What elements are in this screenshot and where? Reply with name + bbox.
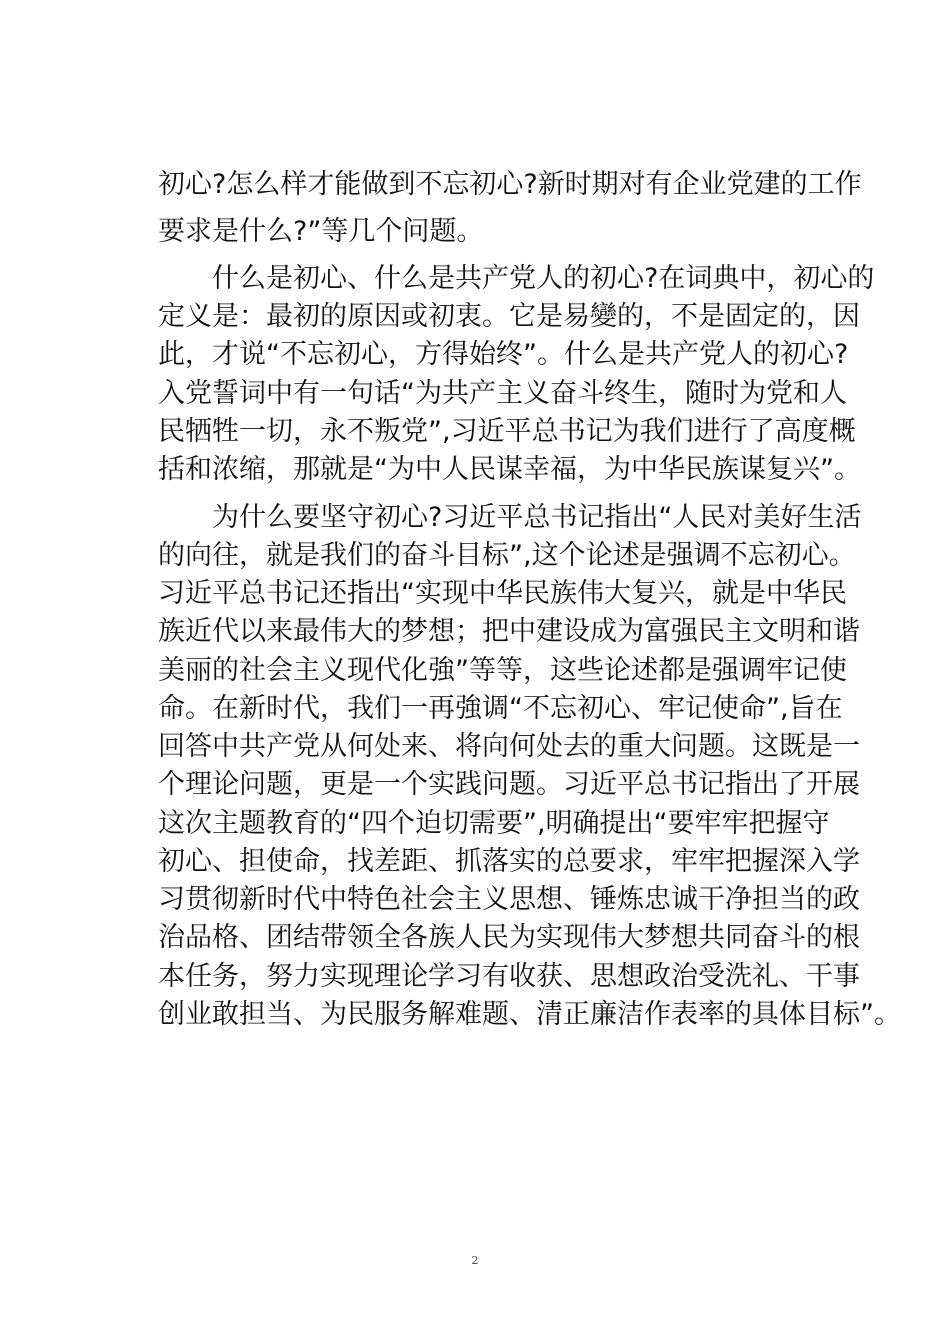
paragraph-3-line-7: 回答中共产党从何处来、将向何处去的重大问题。这既是一 — [158, 731, 860, 762]
paragraph-2-line-1: 什么是初心、什么是共产党人的初心?在词典中，初心的 — [212, 263, 875, 294]
paragraph-3-line-3: 习近平总书记还指出“实现中华民族伟大复兴，就是中华民 — [158, 578, 847, 609]
paragraph-3-line-14: 创业敢担当、为民服务解难题、清正廉洁作表率的具体目标”。 — [158, 999, 901, 1030]
paragraph-3-line-13: 本任务，努力实现理论学习有收获、思想政治受洗礼、干事 — [158, 961, 860, 992]
paragraph-3-line-4: 族近代以来最伟大的梦想；把中建设成为富强民主文明和谐 — [158, 616, 860, 647]
paragraph-2-line-6: 括和浓缩，那就是“为中人民谋幸福，为中华民族谋复兴”。 — [158, 454, 861, 485]
paragraph-3-line-8: 个理论问题，更是一个实践问题。习近平总书记指出了开展 — [158, 769, 860, 800]
paragraph-3-line-11: 习贯彻新时代中特色社会主义思想、锤炼忠诚干净担当的政 — [158, 884, 860, 915]
paragraph-2-line-3: 此，才说“不忘初心，方得始终”。什么是共产党人的初心? — [158, 339, 849, 370]
paragraph-3-line-12: 治品格、团结带领全各族人民为实现伟大梦想共同奋斗的根 — [158, 922, 860, 953]
paragraph-3-line-1: 为什么要坚守初心?习近平总书记指出“人民对美好生活 — [212, 502, 862, 533]
paragraph-2-line-2: 定义是：最初的原因或初衷。它是易變的，不是固定的，因 — [158, 301, 860, 332]
paragraph-1-line-1: 初心?怎么样才能做到不忘初心?新时期对有企业党建的工作 — [158, 169, 862, 200]
paragraph-3-line-5: 美丽的社会主义现代化強”等等，这些论述都是强调牢记使 — [158, 655, 847, 686]
page-number: 2 — [471, 1254, 479, 1267]
paragraph-1-line-2: 要求是什么?”等几个问题。 — [158, 216, 484, 247]
paragraph-3-line-9: 这次主题教育的“四个迫切需要”,明确提出“要牢牢把握守 — [158, 808, 830, 839]
paragraph-3-line-10: 初心、担使命，找差距、抓落实的总要求，牢牢把握深入学 — [158, 846, 860, 877]
paragraph-2-line-4: 入党誓词中有一句话“为共产主义奋斗终生，随时为党和人 — [158, 378, 847, 409]
paragraph-3-line-6: 命。在新时代，我们一再強调“不忘初心、牢记使命”,旨在 — [158, 693, 843, 724]
paragraph-2-line-5: 民牺牲一切，永不叛党”,习近平总书记为我们进行了高度概 — [158, 416, 856, 447]
paragraph-3-line-2: 的向往，就是我们的奋斗目标”,这个论述是强调不忘初心。 — [158, 540, 856, 571]
